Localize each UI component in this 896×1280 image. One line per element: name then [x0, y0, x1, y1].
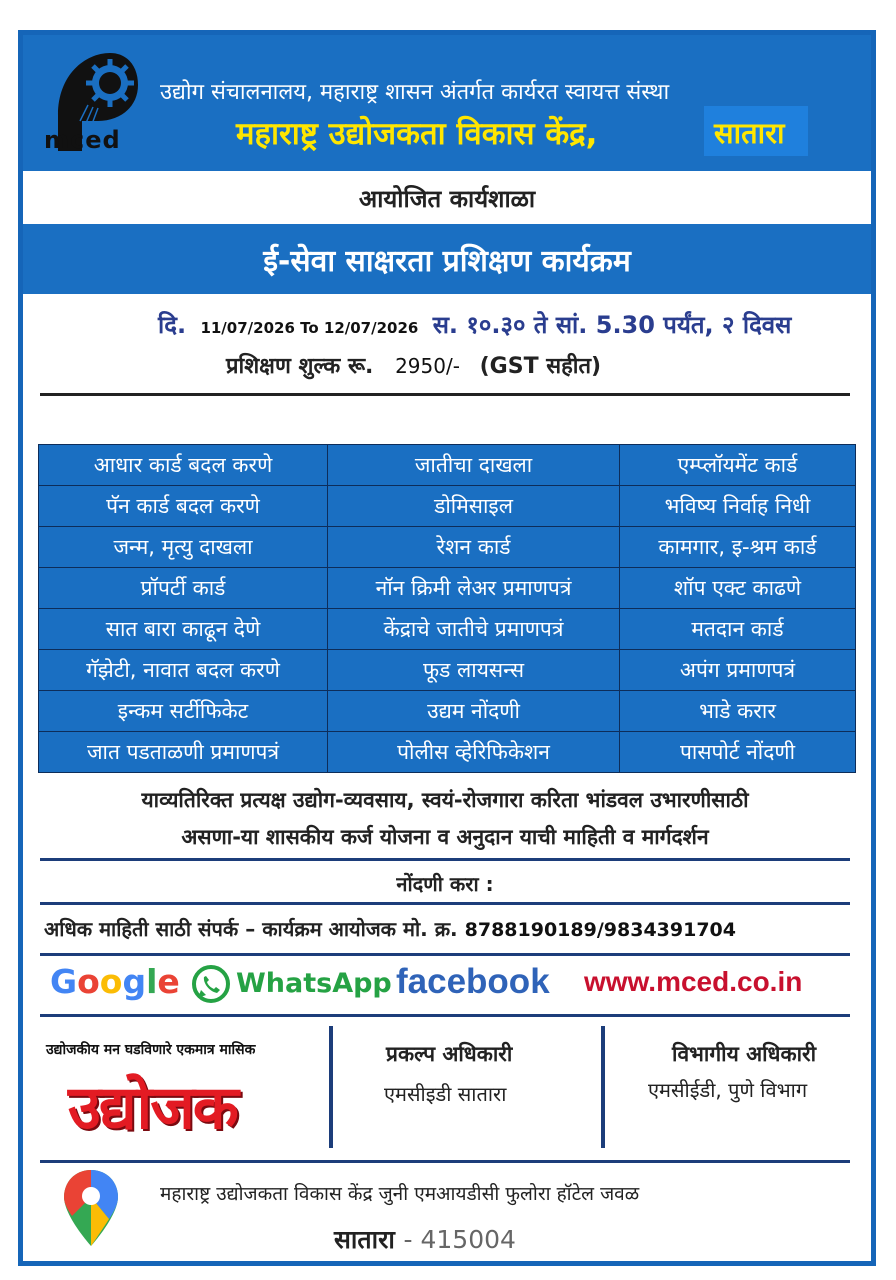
website-link[interactable]: www.mced.co.in [584, 966, 803, 997]
table-cell: सात बारा काढून देणे [39, 609, 328, 650]
table-cell: जातीचा दाखला [328, 445, 620, 486]
info-line-1: याव्यतिरिक्त प्रत्यक्ष उद्योग-व्यवसाय, स्वयं-रोजगारा करिता भांडवल उभारणीसाठी [141, 788, 749, 812]
table-cell: एम्प्लॉयमेंट कार्ड [619, 445, 855, 486]
table-cell: पासपोर्ट नोंदणी [619, 732, 855, 773]
table-cell: मतदान कार्ड [619, 609, 855, 650]
time-text: स. १०.३० ते सां. 5.30 पर्यंत, २ दिवस [432, 311, 792, 339]
table-row [39, 527, 856, 568]
facebook-logo[interactable]: facebook [396, 962, 550, 1001]
date-line [158, 308, 791, 341]
address-city-name: सातारा [334, 1225, 395, 1254]
register-label: नोंदणी करा : [396, 872, 494, 896]
address-line: महाराष्ट्र उद्योजकता विकास केंद्र जुनी एमआयडीसी फुलोरा हॉटेल जवळ [160, 1183, 640, 1205]
organized-band [28, 174, 866, 222]
info-line-2: असणा-या शासकीय कर्ज योजना व अनुदान याची माहिती व मार्गदर्शन [181, 825, 709, 849]
organized-label: आयोजित कार्यशाळा [358, 184, 536, 213]
table-cell: अपंग प्रमाणपत्रं [619, 650, 855, 691]
table-cell: फूड लायसन्स [328, 650, 620, 691]
table-cell: रेशन कार्ड [328, 527, 620, 568]
table-row [39, 445, 856, 486]
vertical-divider [329, 1026, 333, 1148]
city-name: सातारा [714, 116, 785, 150]
fee-label: प्रशिक्षण शुल्क रू. [226, 354, 374, 379]
address-city [334, 1222, 516, 1256]
info-text [40, 782, 850, 856]
divider [40, 1014, 850, 1017]
table-row [39, 609, 856, 650]
table-cell: गॅझेटी, नावात बदल करणे [39, 650, 328, 691]
fee-line [226, 350, 601, 380]
program-band [23, 224, 871, 294]
project-officer-title: प्रकल्प अधिकारी [386, 1042, 513, 1066]
table-cell: कामगार, इ-श्रम कार्ड [619, 527, 855, 568]
table-cell: जन्म, मृत्यु दाखला [39, 527, 328, 568]
organization-title: महाराष्ट्र उद्योजकता विकास केंद्र, [236, 116, 598, 152]
whatsapp-icon[interactable] [190, 964, 232, 1006]
date-range: 11/07/2026 To 12/07/2026 [200, 319, 419, 337]
table-cell: शॉप एक्ट काढणे [619, 568, 855, 609]
project-officer-office: एमसीइडी सातारा [384, 1082, 507, 1106]
divider [40, 393, 850, 396]
services-table [38, 444, 856, 773]
table-row [39, 486, 856, 527]
vertical-divider [601, 1026, 605, 1148]
table-cell: नॉन क्रिमी लेअर प्रमाणपत्रं [328, 568, 620, 609]
contact-label: अधिक माहिती साठी संपर्क – कार्यक्रम आयोजक मो. क्र. [44, 917, 458, 941]
table-cell: भाडे करार [619, 691, 855, 732]
table-row [39, 732, 856, 773]
table-cell: डोमिसाइल [328, 486, 620, 527]
table-cell: उद्यम नोंदणी [328, 691, 620, 732]
division-officer-title: विभागीय अधिकारी [672, 1042, 817, 1066]
divider [40, 858, 850, 861]
google-logo[interactable]: Google [50, 962, 180, 1001]
table-row [39, 650, 856, 691]
table-row [39, 691, 856, 732]
contact-line [44, 915, 736, 942]
table-cell: प्रॉपर्टी कार्ड [39, 568, 328, 609]
header-subtitle: उद्योग संचालनालय, महाराष्ट्र शासन अंतर्गत कार्यरत स्वायत्त संस्था [160, 80, 670, 105]
phone-number[interactable]: 8788190189/9834391704 [464, 919, 736, 941]
fee-note: (GST सहीत) [479, 354, 602, 379]
whatsapp-label[interactable]: WhatsApp [236, 968, 392, 999]
table-cell: पोलीस व्हेरिफिकेशन [328, 732, 620, 773]
table-row [39, 568, 856, 609]
fee-amount: 2950/- [395, 354, 460, 378]
table-cell: इन्कम सर्टीफिकेट [39, 691, 328, 732]
divider [40, 953, 850, 956]
magazine-tagline: उद्योजकीय मन घडविणारे एकमात्र मासिक [46, 1042, 256, 1058]
map-pin-icon[interactable] [62, 1168, 120, 1248]
address-pincode: - 415004 [403, 1225, 516, 1254]
divider [40, 902, 850, 905]
logo-text: mced [44, 126, 121, 154]
program-title: ई-सेवा साक्षरता प्रशिक्षण कार्यक्रम [263, 243, 631, 279]
magazine-logo: उद्योजक [68, 1073, 237, 1143]
table-cell: जात पडताळणी प्रमाणपत्रं [39, 732, 328, 773]
table-cell: आधार कार्ड बदल करणे [39, 445, 328, 486]
date-prefix: दि. [158, 311, 187, 339]
table-cell: पॅन कार्ड बदल करणे [39, 486, 328, 527]
divider [40, 1160, 850, 1163]
table-cell: भविष्य निर्वाह निधी [619, 486, 855, 527]
division-officer-office: एमसीईडी, पुणे विभाग [648, 1078, 808, 1102]
table-cell: केंद्राचे जातीचे प्रमाणपत्रं [328, 609, 620, 650]
